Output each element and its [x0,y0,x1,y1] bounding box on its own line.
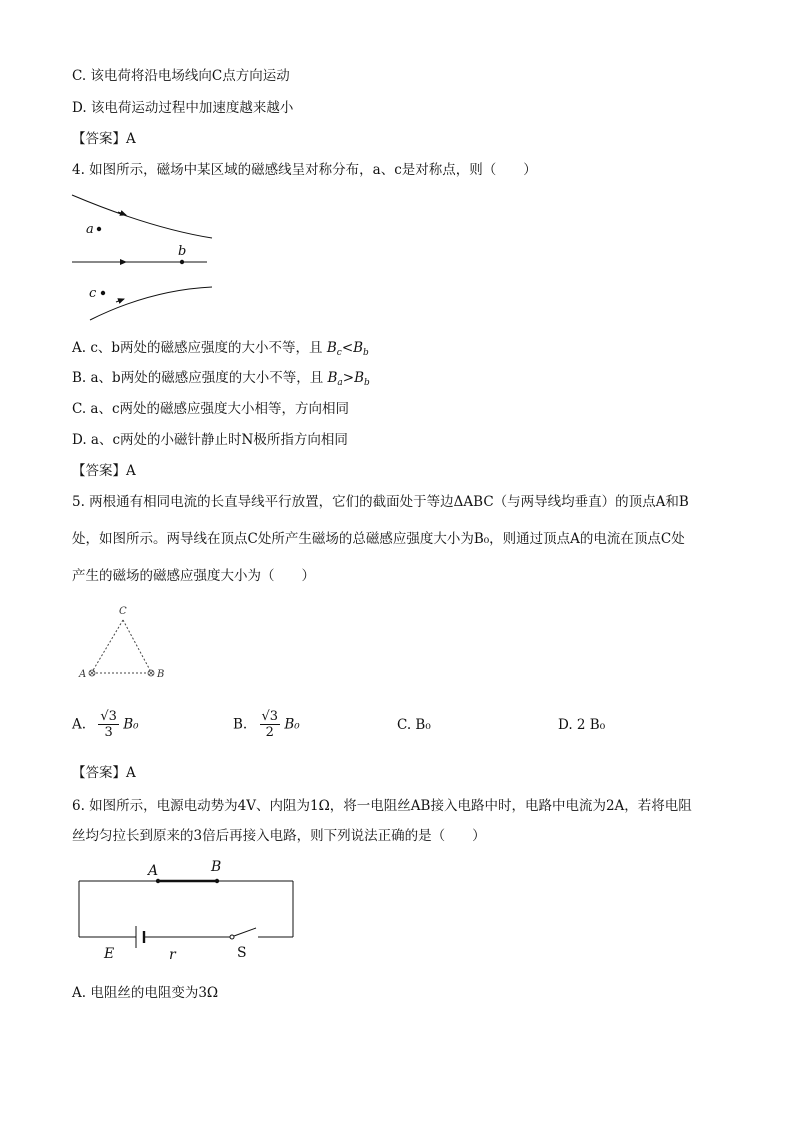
q5-option-a-numerator: √3 [100,709,117,724]
q3-option-c: C. 该电荷将沿电场线向C点方向运动 [72,68,290,84]
q4-option-b-b1: B [327,370,338,386]
q4-option-a-sub1: c [336,348,342,358]
q4-option-a-relation: < [341,340,354,356]
q4-option-b-sub1: a [337,378,343,388]
q5-option-a-label: A. [72,716,87,733]
q4-option-a-text: A. c、b两处的磁感应强度的大小不等，且 [72,340,323,356]
q6-switch-pivot [230,935,234,939]
q6-stem-line1: 6. 如图所示，电源电动势为4V、内阻为1Ω，将一电阻丝AB接入电路中时，电路中电流为2A，若将电阻 [72,798,692,814]
q6-label-b: B [211,859,222,875]
q6-switch-blade [234,928,256,936]
q4-option-a-sub2: b [363,348,369,358]
q5-option-b-b0: B₀ [284,716,300,733]
q4-answer: 【答案】A [72,463,136,479]
q4-stem: 4. 如图所示，磁场中某区域的磁感线呈对称分布，a、c是对称点，则（ ） [72,162,537,178]
q5-option-b-label: B. [233,716,248,733]
q6-option-a: A. 电阻丝的电阻变为3Ω [72,985,219,1001]
q5-stem-line1: 5. 两根通有相同电流的长直导线平行放置，它们的截面处于等边ΔABC（与两导线均垂直）的顶点A和B [72,494,689,510]
q4-option-b-text: B. a、b两处的磁感应强度的大小不等，且 [72,370,324,386]
q5-stem-line2: 处，如图所示。两导线在顶点C处所产生磁场的总磁感应强度大小为B₀，则通过顶点A的电流在顶点C处 [72,531,685,547]
q4-label-c: c [89,286,97,301]
q4-label-a: a [86,222,94,237]
q4-option-b-sub2: b [364,378,370,388]
q5-option-b-numerator: √3 [261,709,279,724]
q6-label-a: A [148,863,159,879]
q3-answer: 【答案】A [72,131,136,147]
q4-option-d: D. a、c两处的小磁针静止时N极所指方向相同 [72,432,348,448]
q6-label-r: r [169,947,176,963]
q6-stem-line2: 丝均匀拉长到原来的3倍后再接入电路，则下列说法正确的是（ ） [72,828,486,844]
q4-option-b-b2: B [354,370,365,386]
q5-option-a-denominator: 3 [104,725,113,740]
q4-label-b: b [178,244,187,259]
q5-option-c: C. B₀ [397,717,431,733]
q5-answer: 【答案】A [72,765,136,781]
q5-label-c: C [119,606,127,617]
q5-label-a: A [79,669,87,680]
q5-option-d: D. 2 B₀ [558,717,606,733]
q5-stem-line3: 产生的磁场的磁感应强度大小为（ ） [72,568,315,584]
q4-option-a-b2: B [353,340,364,356]
q4-option-a-b1: B [326,340,337,356]
q6-label-e: E [104,946,115,962]
q3-option-d: D. 该电荷运动过程中加速度越来越小 [72,100,294,116]
q4-option-c: C. a、c两处的磁感应强度大小相等，方向相同 [72,401,350,417]
q4-option-b-relation: > [342,370,355,386]
q5-label-b: B [157,669,165,680]
q6-label-s: S [237,945,247,961]
q5-option-a-b0: B₀ [123,716,139,733]
q5-option-b-denominator: 2 [265,725,274,740]
